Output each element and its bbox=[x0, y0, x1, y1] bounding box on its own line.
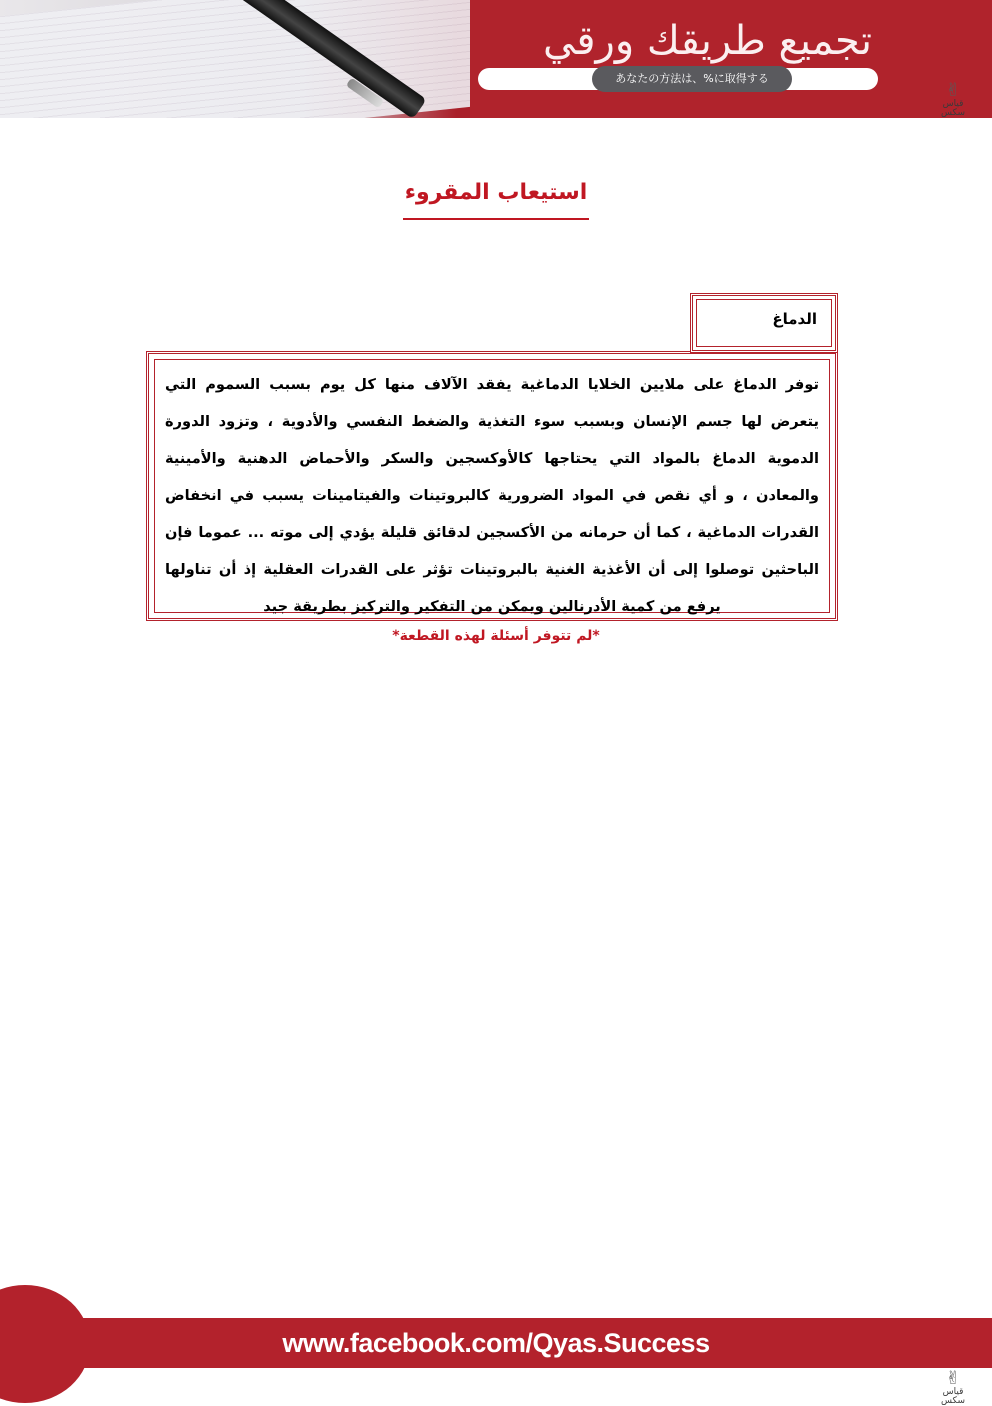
header-tagline: あなたの方法は、%に取得する bbox=[592, 66, 792, 92]
logo-top-text: قياس سكس bbox=[941, 99, 965, 118]
title-underline bbox=[403, 218, 589, 220]
page-title: استيعاب المقروء bbox=[404, 180, 588, 205]
logo-mark-icon: ✌ bbox=[945, 80, 961, 101]
passage-text: توفر الدماغ على ملايين الخلايا الدماغية يفقد الآلاف منها كل يوم بسبب السموم التي يتعرض لها جسم الإنسان وبسبب سوء التغذية والضغط النفسي والأدوية ، وتزود الدورة الدموية الدماغ بالمواد التي يحتاجها كالأوكسجين والسكر والأحماض الدهنية والأمينية والمعادن ، و أي نقص في المواد الضرورية كالبروتينات والفيتامينات يسبب في انخفاض القدرات الدماغية ، كما أن حرمانه من الأكسجين لدقائق قليلة يؤدي إلى موته ... عموما فإن الباحثين توصلوا إلى أن الأغذية الغنية بالبروتينات تؤثر على القدرات العقلية إذ أن تناولها يرفع من كمية الأدرنالين ويمكن من التفكير والتركيز بطريقة جيد bbox=[165, 376, 819, 615]
logo-bottom bbox=[936, 1368, 970, 1406]
logo-bottom-text: قياس سكس bbox=[941, 1387, 965, 1406]
passage-box bbox=[146, 351, 838, 621]
logo-mark-icon: ✌ bbox=[945, 1368, 961, 1389]
header-paper-image bbox=[0, 0, 510, 118]
logo-top bbox=[936, 80, 970, 118]
header-title: تجميع طريقك ورقي bbox=[543, 18, 872, 64]
passage-label: الدماغ bbox=[772, 310, 817, 328]
header-banner bbox=[0, 0, 992, 118]
passage-label-tab bbox=[690, 293, 838, 353]
no-questions-note: *لم تتوفر أسئلة لهذه القطعة* bbox=[392, 628, 600, 644]
footer-url-link[interactable]: www.facebook.com/Qyas.Success bbox=[282, 1328, 710, 1358]
